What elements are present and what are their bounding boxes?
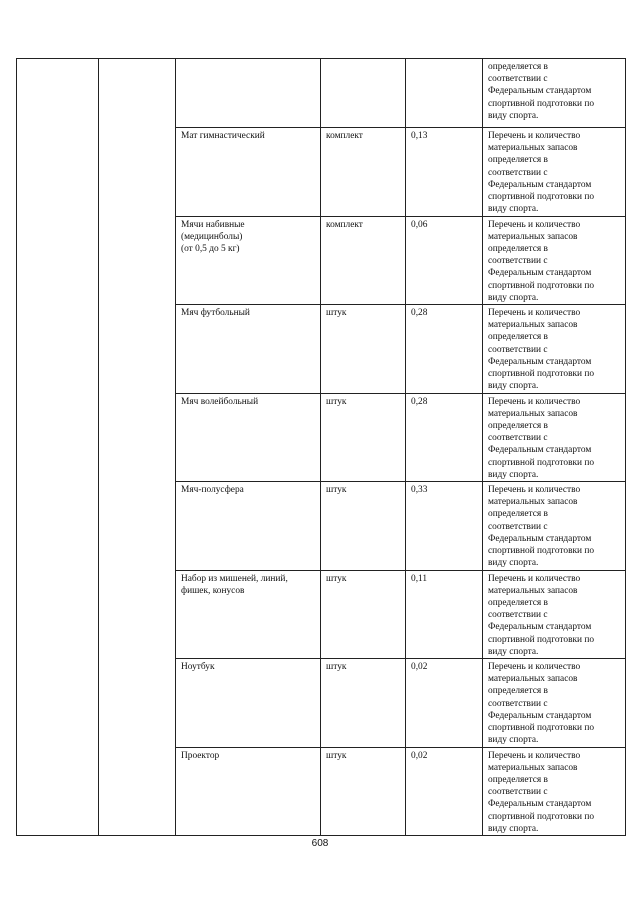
quantity-cell (406, 59, 483, 128)
item-name-cell (176, 59, 321, 128)
page-number: 608 (311, 838, 329, 849)
quantity-cell: 0,13 (406, 128, 483, 217)
item-name-cell: Мяч футбольный (176, 305, 321, 394)
unit-cell: штук (321, 393, 406, 482)
note-cell: Перечень и количество материальных запасов определяется в соответствии с Федеральным стандартом спортивной подготовки по виду спорта. (483, 659, 626, 748)
quantity-cell: 0,11 (406, 570, 483, 659)
quantity-cell: 0,02 (406, 659, 483, 748)
quantity-cell: 0,06 (406, 216, 483, 305)
merged-cell-col2 (99, 59, 176, 836)
table-row (17, 59, 626, 128)
note-cell: Перечень и количество материальных запасов определяется в соответствии с Федеральным стандартом спортивной подготовки по виду спорта. (483, 216, 626, 305)
merged-cell-col1 (17, 59, 99, 836)
quantity-cell: 0,33 (406, 482, 483, 571)
quantity-cell: 0,28 (406, 305, 483, 394)
item-name-cell: Мяч-полусфера (176, 482, 321, 571)
unit-cell: штук (321, 482, 406, 571)
equipment-table (16, 58, 626, 836)
item-name-cell: Ноутбук (176, 659, 321, 748)
unit-cell: штук (321, 747, 406, 836)
note-cell: Перечень и количество материальных запасов определяется в соответствии с Федеральным стандартом спортивной подготовки по виду спорта. (483, 393, 626, 482)
note-cell: Перечень и количество материальных запасов определяется в соответствии с Федеральным стандартом спортивной подготовки по виду спорта. (483, 747, 626, 836)
unit-cell (321, 59, 406, 128)
item-name-cell: Мяч волейбольный (176, 393, 321, 482)
item-name-cell: Проектор (176, 747, 321, 836)
item-name-cell: Набор из мишеней, линий, фишек, конусов (176, 570, 321, 659)
unit-cell: комплект (321, 128, 406, 217)
note-cell: Перечень и количество материальных запасов определяется в соответствии с Федеральным стандартом спортивной подготовки по виду спорта. (483, 305, 626, 394)
quantity-cell: 0,02 (406, 747, 483, 836)
quantity-cell: 0,28 (406, 393, 483, 482)
item-name-cell: Мат гимнастический (176, 128, 321, 217)
unit-cell: штук (321, 305, 406, 394)
item-name-cell: Мячи набивные (медицинболы) (от 0,5 до 5 кг) (176, 216, 321, 305)
note-cell: определяется в соответствии с Федеральным стандартом спортивной подготовки по виду спорта. (483, 59, 626, 128)
note-cell: Перечень и количество материальных запасов определяется в соответствии с Федеральным стандартом спортивной подготовки по виду спорта. (483, 570, 626, 659)
note-cell: Перечень и количество материальных запасов определяется в соответствии с Федеральным стандартом спортивной подготовки по виду спорта. (483, 128, 626, 217)
note-cell: Перечень и количество материальных запасов определяется в соответствии с Федеральным стандартом спортивной подготовки по виду спорта. (483, 482, 626, 571)
unit-cell: штук (321, 659, 406, 748)
unit-cell: комплект (321, 216, 406, 305)
unit-cell: штук (321, 570, 406, 659)
